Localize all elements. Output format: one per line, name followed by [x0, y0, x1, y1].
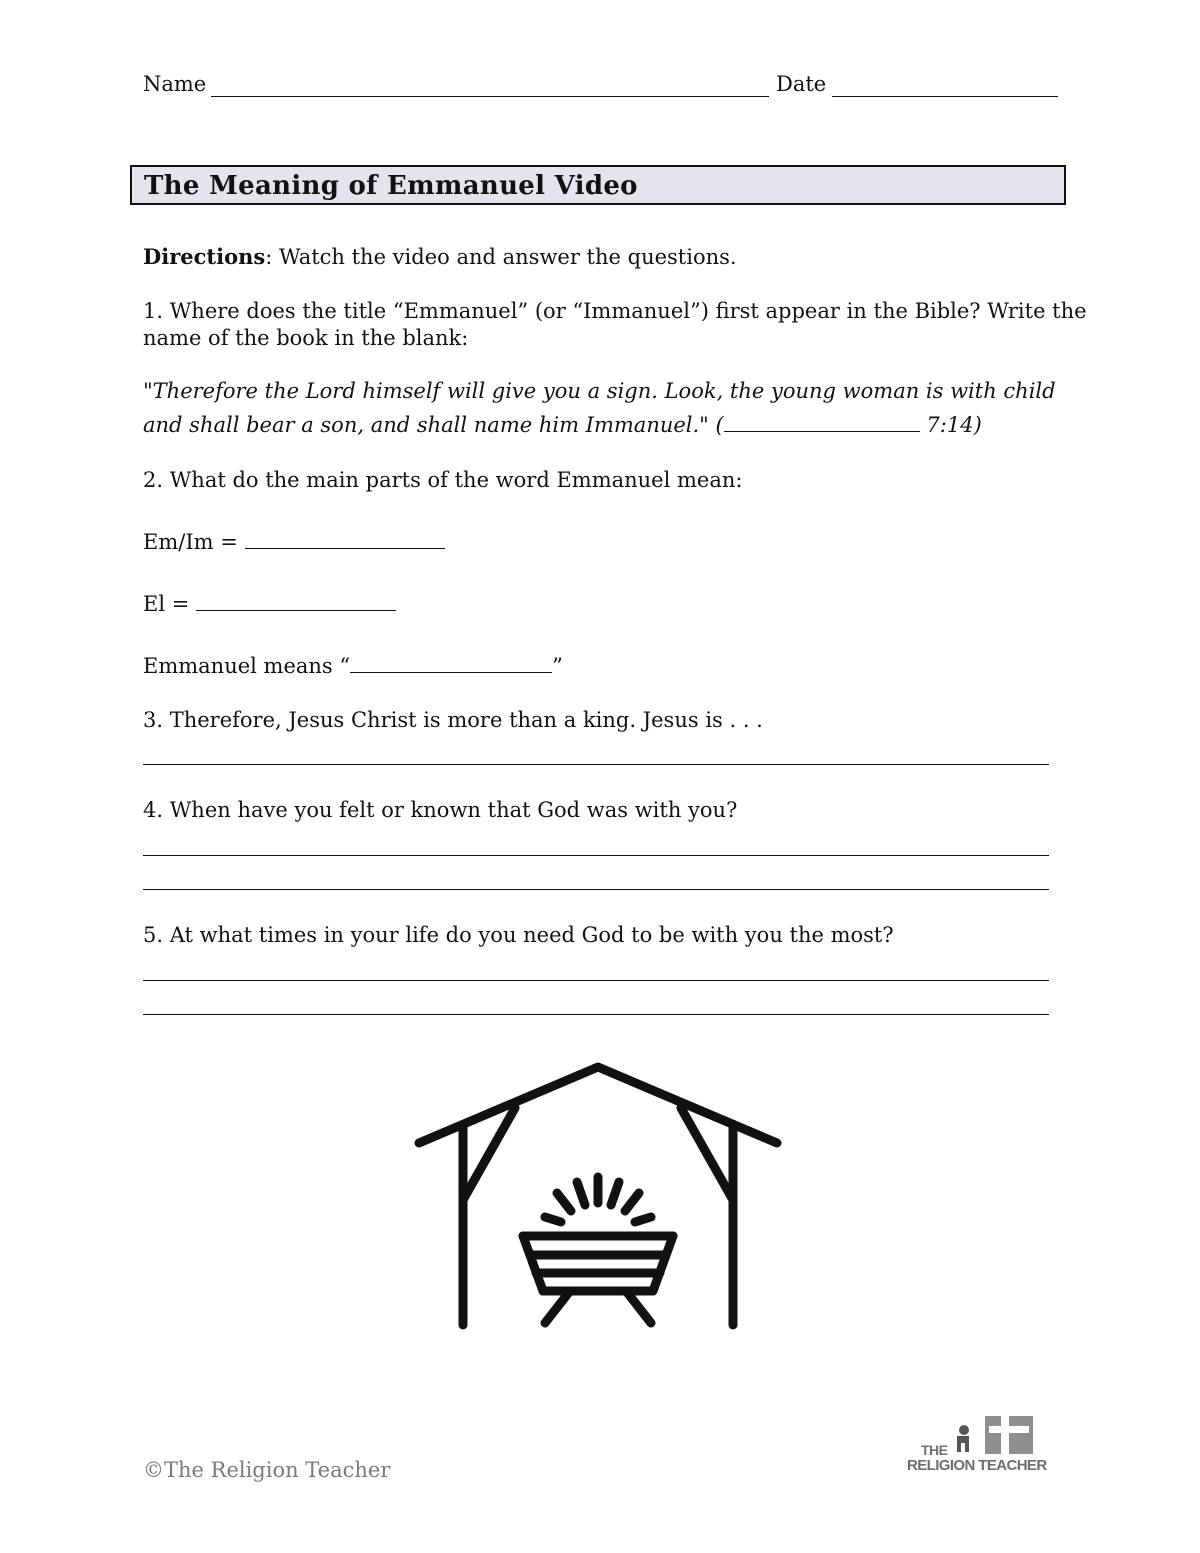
quote-line-1: "Therefore the Lord himself will give you a sign. Look, the young woman is with child — [143, 379, 1056, 403]
date-label: Date — [776, 72, 827, 96]
question-4: 4. When have you felt or known that God was with you? — [143, 798, 738, 822]
copyright: ©The Religion Teacher — [143, 1458, 391, 1482]
question-3: 3. Therefore, Jesus Christ is more than a king. Jesus is . . . — [143, 708, 763, 732]
quote-reference: 7:14) — [926, 413, 982, 437]
date-field[interactable] — [832, 72, 1058, 97]
emmanuel-means-label: Emmanuel means “ — [143, 654, 351, 678]
question-5: 5. At what times in your life do you need God to be with you the most? — [143, 923, 894, 947]
el-field[interactable] — [196, 590, 396, 611]
el-label: El = — [143, 592, 190, 616]
logo-text-the: THE — [921, 1442, 948, 1458]
quote-line-2 — [143, 409, 982, 442]
directions-text: : Watch the video and answer the questions. — [265, 245, 737, 269]
logo-text-main: RELIGION TEACHER — [907, 1457, 1047, 1474]
closing-quote: ” — [552, 654, 563, 678]
book-name-field[interactable] — [724, 411, 920, 432]
answer-line-4a[interactable] — [143, 855, 1049, 856]
name-field[interactable] — [211, 72, 769, 97]
em-im-field[interactable] — [245, 528, 445, 549]
name-label: Name — [143, 72, 207, 96]
answer-line-3[interactable] — [143, 764, 1049, 765]
em-im-row — [143, 528, 445, 555]
question-1-line-1: 1. Where does the title “Emmanuel” (or “Immanuel”) first appear in the Bible? Write the — [143, 299, 1087, 323]
directions-label: Directions — [143, 244, 266, 269]
nativity-manger-icon — [405, 1055, 790, 1340]
title-bar — [130, 165, 1066, 205]
question-1-line-2: name of the book in the blank: — [143, 326, 469, 350]
el-row — [143, 590, 396, 617]
answer-line-5b[interactable] — [143, 1014, 1049, 1015]
question-2: 2. What do the main parts of the word Emmanuel mean: — [143, 468, 743, 492]
answer-line-5a[interactable] — [143, 980, 1049, 981]
em-im-label: Em/Im = — [143, 530, 238, 554]
religion-teacher-logo — [905, 1414, 1065, 1480]
page-title: The Meaning of Emmanuel Video — [144, 171, 638, 201]
emmanuel-means-row — [143, 652, 563, 679]
answer-line-4b[interactable] — [143, 889, 1049, 890]
emmanuel-means-field[interactable] — [350, 652, 552, 673]
quote-line-2-text: and shall bear a son, and shall name him Immanuel." ( — [143, 413, 724, 437]
directions — [143, 244, 737, 270]
